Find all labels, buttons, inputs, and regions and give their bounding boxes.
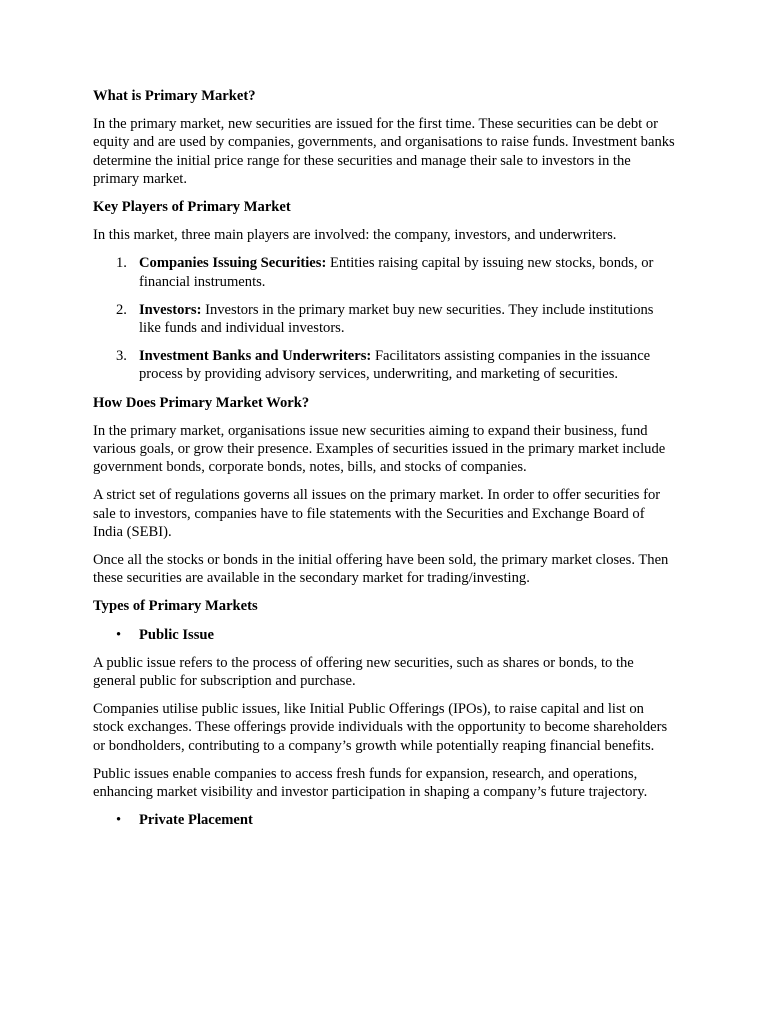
key-players-list [93, 254, 677, 383]
list-number: 1. [116, 255, 127, 272]
list-number: 2. [116, 301, 127, 318]
list-number: 3. [116, 348, 127, 365]
list-item-text: Investors in the primary market buy new securities. They include institutions like funds and individual investors. [139, 301, 654, 337]
list-item-title: Investors: [139, 301, 202, 318]
paragraph-public-issue-3: Public issues enable companies to access fresh funds for expansion, research, and operations, enhancing market visibility and investor participation in shaping a company’s future trajectory. [93, 765, 648, 801]
bullet-list-private-placement [93, 811, 677, 829]
paragraph-how-works-2: A strict set of regulations governs all issues on the primary market. In order to offer securities for sale to investors, companies have to file statements with the Securities and Exchange Board of India (SEBI). [93, 487, 661, 540]
heading-key-players: Key Players of Primary Market [93, 199, 291, 216]
paragraph-public-issue-2: Companies utilise public issues, like Initial Public Offerings (IPOs), to raise capital and list on stock exchanges. These offerings provide individuals with the opportunity to become shareholders or bondholders, contributing to a company’s growth while potentially reaping financial benefits. [93, 701, 668, 754]
bullet-icon: • [116, 812, 122, 829]
bullet-label: Public Issue [139, 626, 215, 643]
bullet-item-public-issue [93, 626, 677, 644]
paragraph-how-works-3: Once all the stocks or bonds in the initial offering have been sold, the primary market closes. Then these securities are available in the secondary market for trading/investing. [93, 552, 669, 587]
bullet-item-private-placement [93, 811, 677, 829]
list-item-title: Companies Issuing Securities: [139, 255, 327, 272]
document-page [93, 87, 677, 840]
bullet-list-public-issue [93, 626, 677, 644]
list-item [93, 254, 677, 290]
paragraph-how-works-1: In the primary market, organisations issue new securities aiming to expand their business, fund various goals, or grow their presence. Examples of securities issued in the primary market include government bonds, corporate bonds, notes, bills, and stocks of companies. [93, 422, 666, 476]
list-item [93, 347, 677, 383]
list-item-text: Facilitators assisting companies in the issuance process by providing advisory services, underwriting, and marketing of securities. [139, 348, 651, 383]
paragraph-public-issue-1: A public issue refers to the process of offering new securities, such as shares or bonds, to the general public for subscription and purchase. [93, 654, 634, 690]
heading-types-of-primary-markets: Types of Primary Markets [93, 598, 258, 615]
bullet-icon: • [116, 626, 122, 643]
paragraph-primary-market-definition: In the primary market, new securities are issued for the first time. These securities can be debt or equity and are used by companies, governments, and organisations to raise funds. Investment banks determine the initial price range for these securities and manage their sale to investors in the primary market. [93, 116, 675, 187]
heading-how-primary-market-works: How Does Primary Market Work? [93, 394, 310, 411]
list-item [93, 301, 677, 337]
list-item-text: Entities raising capital by issuing new stocks, bonds, or financial instruments. [139, 255, 654, 290]
bullet-label: Private Placement [139, 812, 253, 829]
list-item-title: Investment Banks and Underwriters: [139, 348, 372, 365]
heading-what-is-primary-market: What is Primary Market? [93, 88, 256, 104]
paragraph-key-players-intro: In this market, three main players are involved: the company, investors, and underwriters. [93, 227, 617, 244]
